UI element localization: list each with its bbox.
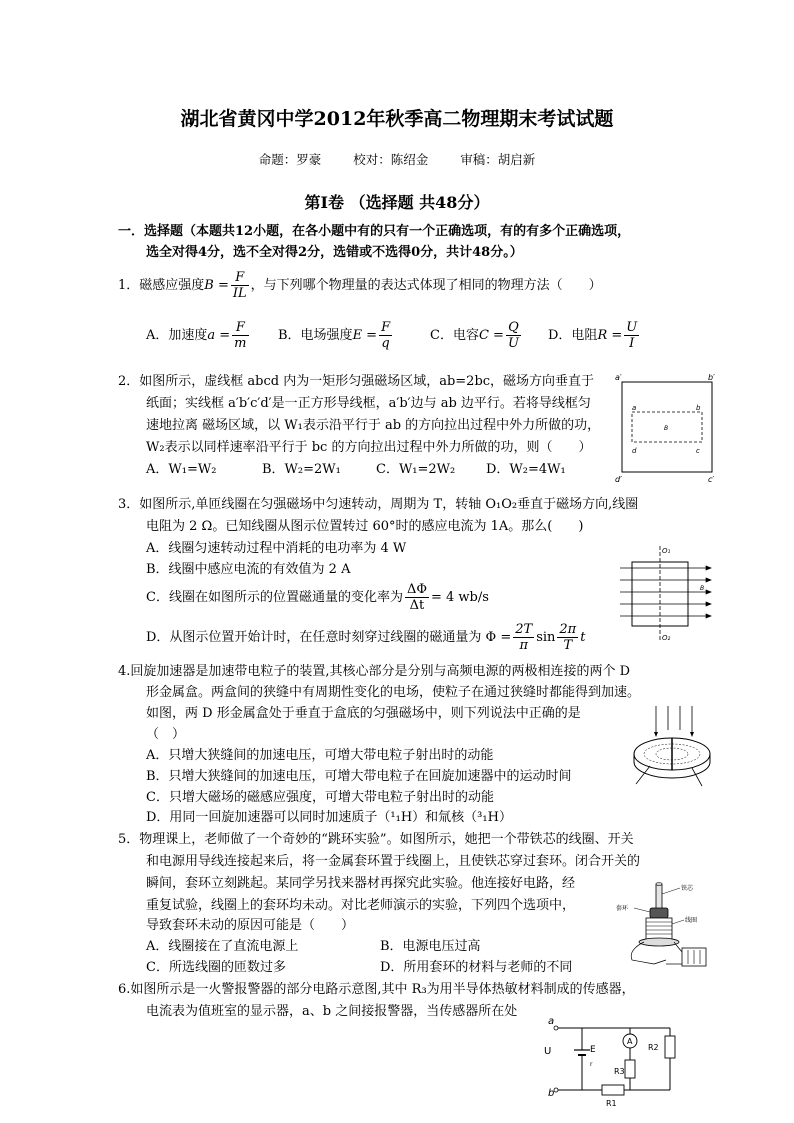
q2-line-4: W₂表示以同样速率沿平行于 bc 的方向拉出过程中外力所做的功，则（ ） bbox=[146, 440, 592, 455]
svg-text:b′: b′ bbox=[708, 373, 715, 382]
svg-text:R2: R2 bbox=[648, 1043, 659, 1052]
q4-cyclotron-figure bbox=[628, 704, 712, 788]
q2-option-b: B．W₂=2W₁ bbox=[262, 462, 341, 477]
svg-text:U: U bbox=[544, 1046, 552, 1057]
q2-line-1: 2．如图所示，虚线框 abcd 内为一矩形匀强磁场区域，ab=2bc，磁场方向垂直于 bbox=[118, 374, 595, 389]
page-title: 湖北省黄冈中学2012年秋季高二物理期末考试试题 bbox=[180, 108, 614, 130]
svg-text:B: B bbox=[700, 585, 705, 592]
q1-option-c: C．电容C = $\frac{Q}{U}$ bbox=[430, 320, 519, 351]
svg-text:A: A bbox=[627, 1037, 633, 1046]
q5-jumping-ring-figure bbox=[614, 880, 714, 972]
resistor-r2 bbox=[665, 1036, 675, 1058]
svg-text:b: b bbox=[548, 1088, 555, 1099]
resistor-r1 bbox=[602, 1085, 624, 1095]
q3-line-2: 电阻为 2 Ω。已知线圈从图示位置转过 60°时的感应电流为 1A。那么( ) bbox=[146, 519, 584, 534]
svg-text:c: c bbox=[696, 447, 700, 455]
q4-option-b: B．只增大狭缝间的加速电压，可增大带电粒子在回旋加速器中的运动时间 bbox=[146, 769, 572, 784]
svg-text:d′: d′ bbox=[615, 475, 622, 484]
svg-text:a′: a′ bbox=[615, 373, 622, 382]
metal-ring bbox=[650, 908, 668, 918]
q3-option-c: C．线圈在如图所示的位置磁通量的变化率为 $\frac{\Delta\Phi}{\Delta t}$ = 4 wb/s bbox=[146, 582, 489, 613]
q3-line-1: 3．如图所示,单匝线圈在匀强磁场中匀速转动，周期为 T，转轴 O₁O₂垂直于磁场方向,线圈 bbox=[118, 497, 639, 512]
q4-line-2: 形金属盒。两盒间的狭缝中有周期性变化的电场，使粒子在通过狭缝时都能得到加速。 bbox=[146, 685, 641, 700]
svg-text:E: E bbox=[590, 1045, 596, 1055]
q5-line-1: 5．物理课上，老师做了一个奇妙的“跳环实验”。如图所示，她把一个带铁芯的线圈、开关 bbox=[118, 832, 634, 847]
svg-text:线圈: 线圈 bbox=[685, 917, 698, 924]
q2-option-a: A．W₁=W₂ bbox=[146, 462, 217, 477]
switch bbox=[654, 960, 666, 964]
q2-figure bbox=[612, 370, 722, 486]
q6-line-2: 电流表为值班室的显示器，a、b 之间接报警器，当传感器所在处 bbox=[146, 1004, 518, 1019]
svg-text:O₂: O₂ bbox=[662, 634, 671, 642]
q4-option-d: D．用同一回旋加速器可以同时加速质子（¹₁H）和氚核（³₁H） bbox=[146, 810, 512, 825]
q6-line-1: 6.如图所示是一火警报警器的部分电路示意图,其中 R₃为用半导体热敏材料制成的传感器， bbox=[118, 982, 635, 997]
svg-text:a: a bbox=[632, 404, 637, 412]
q1-stem: 1．磁感应强度B = $\frac{F}{IL}$ ，与下列哪个物理量的表达式体现了相同的物理方法（ ） bbox=[118, 270, 602, 301]
q5-option-d: D．所用套环的材料与老师的不同 bbox=[380, 960, 573, 975]
svg-text:d: d bbox=[632, 447, 637, 455]
q4-option-c: C．只增大磁场的磁感应强度，可增大带电粒子射出时的动能 bbox=[146, 790, 494, 805]
q3-option-a: A．线圈匀速转动过程中消耗的电功率为 4 W bbox=[146, 541, 407, 556]
svg-text:b: b bbox=[696, 404, 701, 412]
q4-line-3: 如图，两 D 形金属盒处于垂直于盒底的匀强磁场中，则下列说法中正确的是 bbox=[146, 706, 581, 721]
staff-reviewer: 审稿：胡启新 bbox=[460, 152, 536, 167]
q5-line-5: 导致套环未动的原因可能是（ ） bbox=[146, 918, 355, 933]
q5-option-c: C．所选线圈的匝数过多 bbox=[146, 960, 286, 975]
q1-option-d: D．电阻R = $\frac{U}{I}$ bbox=[548, 320, 638, 351]
svg-text:O₁: O₁ bbox=[662, 547, 671, 555]
svg-text:r: r bbox=[590, 1061, 593, 1068]
q2-line-3: 速地拉离 磁场区域，以 W₁表示沿平行于 ab 的方向拉出过程中外力所做的功， bbox=[146, 418, 601, 433]
svg-text:a: a bbox=[548, 1016, 555, 1027]
staff-checker: 校对：陈绍金 bbox=[353, 152, 429, 167]
q6-circuit-figure bbox=[542, 1014, 702, 1123]
staff-line bbox=[0, 150, 794, 168]
q2-option-c: C．W₁=2W₂ bbox=[376, 462, 456, 477]
svg-text:B: B bbox=[664, 425, 669, 432]
q4-line-1: 4.回旋加速器是加速带电粒子的装置,其核心部分是分别与高频电源的两极相连接的两个 D bbox=[118, 664, 631, 679]
svg-text:套环: 套环 bbox=[616, 905, 629, 912]
q2-option-d: D．W₂=4W₁ bbox=[486, 462, 566, 477]
q1-formula-fraction: $\frac{F}{IL}$ bbox=[232, 270, 247, 301]
q1-option-a: A．加速度a = $\frac{F}{m}$ bbox=[146, 320, 247, 351]
q3-option-b: B．线圈中感应电流的有效值为 2 A bbox=[146, 562, 351, 577]
coil bbox=[646, 918, 672, 940]
q2-line-2: 纸面；实线框 a′b′c′d′是一正方形导线框，a′b′边与 ab 边平行。若将导线框匀 bbox=[146, 396, 591, 411]
section-heading: 一．选择题（本题共12小题，在各小题中有的只有一个正确选项，有的有多个正确选项， bbox=[118, 224, 631, 239]
svg-text:R1: R1 bbox=[606, 1099, 617, 1108]
q5-option-a: A．线圈接在了直流电源上 bbox=[146, 939, 299, 954]
part-heading: 第Ⅰ卷 （选择题 共48分） bbox=[304, 193, 490, 212]
svg-text:c′: c′ bbox=[708, 475, 715, 484]
q5-option-b: B．电源电压过高 bbox=[380, 939, 481, 954]
svg-text:R3: R3 bbox=[614, 1067, 625, 1076]
q1-option-b: B．电场强度E = $\frac{F}{q}$ bbox=[278, 320, 391, 351]
staff-setter: 命题：罗豪 bbox=[258, 152, 322, 167]
q4-line-4: （ ） bbox=[146, 727, 186, 742]
q4-option-a: A．只增大狭缝间的加速电压，可增大带电粒子射出时的动能 bbox=[146, 748, 494, 763]
svg-text:铁芯: 铁芯 bbox=[681, 885, 694, 892]
q3-option-d: D．从图示位置开始计时，在任意时刻穿过线圈的磁通量为 Φ = $\frac{2T}{\pi}$ sin $\frac{2\pi}{T}$ t bbox=[146, 622, 586, 653]
section-heading-cont: 选全对得4分，选不全对得2分，选错或不选得0分，共计48分。） bbox=[146, 245, 523, 260]
q5-line-4: 重复试验，线圈上的套环均未动。对比老师演示的实验，下列四个选项中， bbox=[146, 898, 576, 913]
q5-line-2: 和电源用导线连接起来后，将一金属套环置于线圈上，且使铁芯穿过套环。闭合开关的 bbox=[146, 854, 641, 869]
resistor-r3 bbox=[625, 1060, 635, 1078]
q3-figure bbox=[618, 544, 714, 642]
q5-line-3: 瞬间，套环立刻跳起。某同学另找来器材再探究此实验。他连接好电路，经 bbox=[146, 876, 576, 891]
